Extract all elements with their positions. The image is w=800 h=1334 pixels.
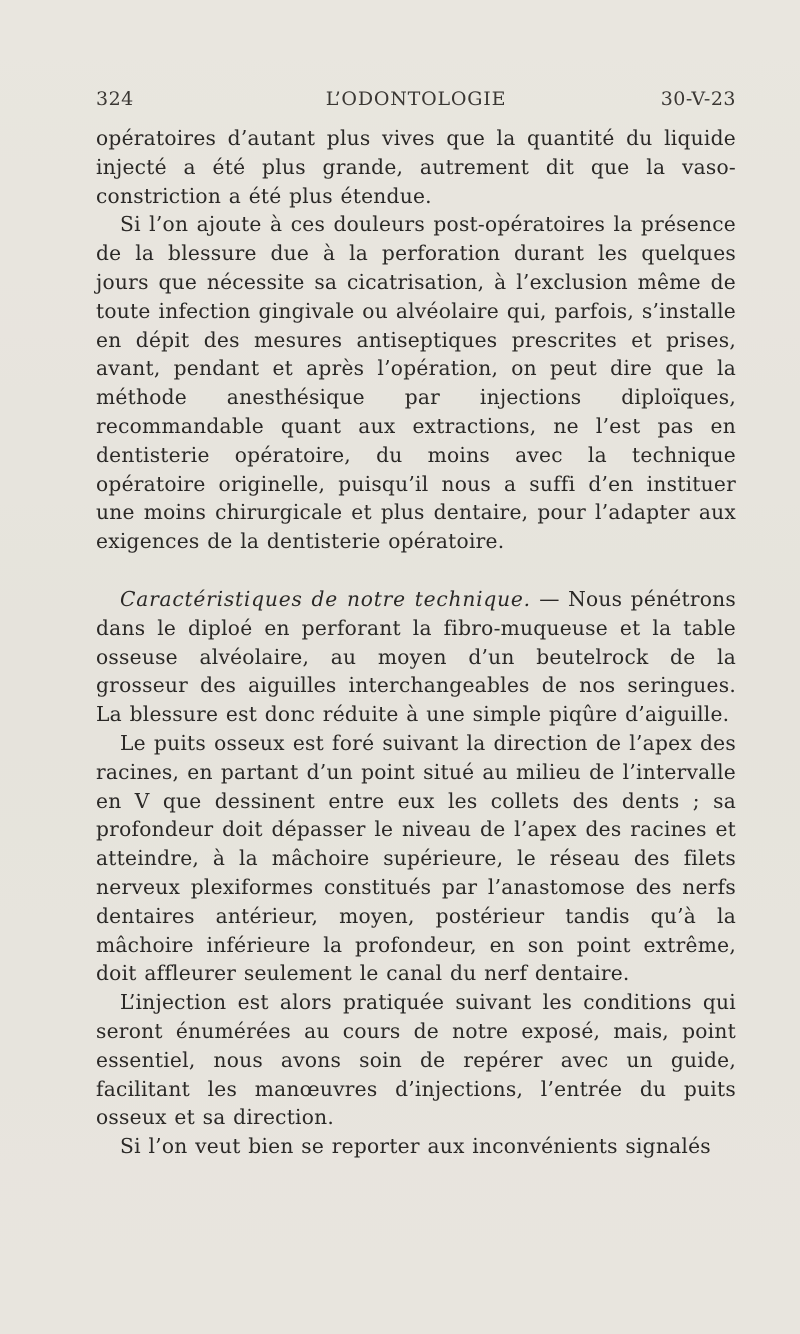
paragraph: L’injection est alors pratiquée suivant les conditions qui seront énumérées au cours de notre exposé, mais, point essentiel, nous avons soin de repérer avec un guide, facilitant les manœuvres d’injections, l’entrée du puits osseux et sa direction.: [96, 990, 736, 1130]
section-paragraph: [96, 585, 736, 729]
paragraph: Le puits osseux est foré suivant la direction de l’apex des racines, en partant d’un point situé au milieu de l’intervalle en V que dessinent entre eux les collets des dents ; sa profondeur doit dépasser le niveau de l’apex des racines et atteindre, à la mâchoire supérieure, le réseau des filets nerveux plexiformes constitués par l’anastomose des nerfs dentaires antérieur, moyen, postérieur tandis qu’à la mâchoire inférieure la profondeur, en son point extrême, doit affleurer seulement le canal du nerf dentaire.: [96, 730, 736, 986]
issue-date: 30-V-23: [660, 88, 736, 110]
section-intro-text: — Nous pénétrons dans le diploé en perforant la fibro-muqueuse et la table osseuse alvéolaire, au moyen d’un beutelrock de la grosseur des aiguilles interchangeables de nos seringues. La blessure est donc réduite à une simple piqûre d’aiguille.: [96, 586, 737, 727]
paragraph: Si l’on veut bien se reporter aux inconvénients signalés: [120, 1134, 711, 1159]
paragraph: Si l’on ajoute à ces douleurs post-opératoires la présence de la blessure due à la perforation durant les quelques jours que nécessite sa cicatrisation, à l’exclusion même de toute infection gingivale ou alvéolaire qui, parfois, s’installe en dépit des mesures antiseptiques prescrites et prises, avant, pendant et après l’opération, on peut dire que la méthode anesthésique par injections diploïques, recommandable quant aux extractions, ne l’est pas en dentisterie opératoire, du moins avec la technique opératoire originelle, puisqu’il nous a suffi d’en instituer une moins chirurgicale et plus dentaire, pour l’adapter aux exigences de la dentisterie opératoire.: [96, 212, 736, 554]
journal-title: L’ODONTOLOGIE: [325, 88, 507, 110]
paragraph-continued: opératoires d’autant plus vives que la quantité du liquide injecté a été plus grande, autrement dit que la vaso-constriction a été plus étendue.: [96, 126, 736, 208]
page-number: 324: [96, 88, 134, 110]
body-text: [96, 124, 736, 1161]
running-head: [96, 88, 736, 118]
section-heading: Caractéristiques de notre technique.: [120, 586, 531, 611]
